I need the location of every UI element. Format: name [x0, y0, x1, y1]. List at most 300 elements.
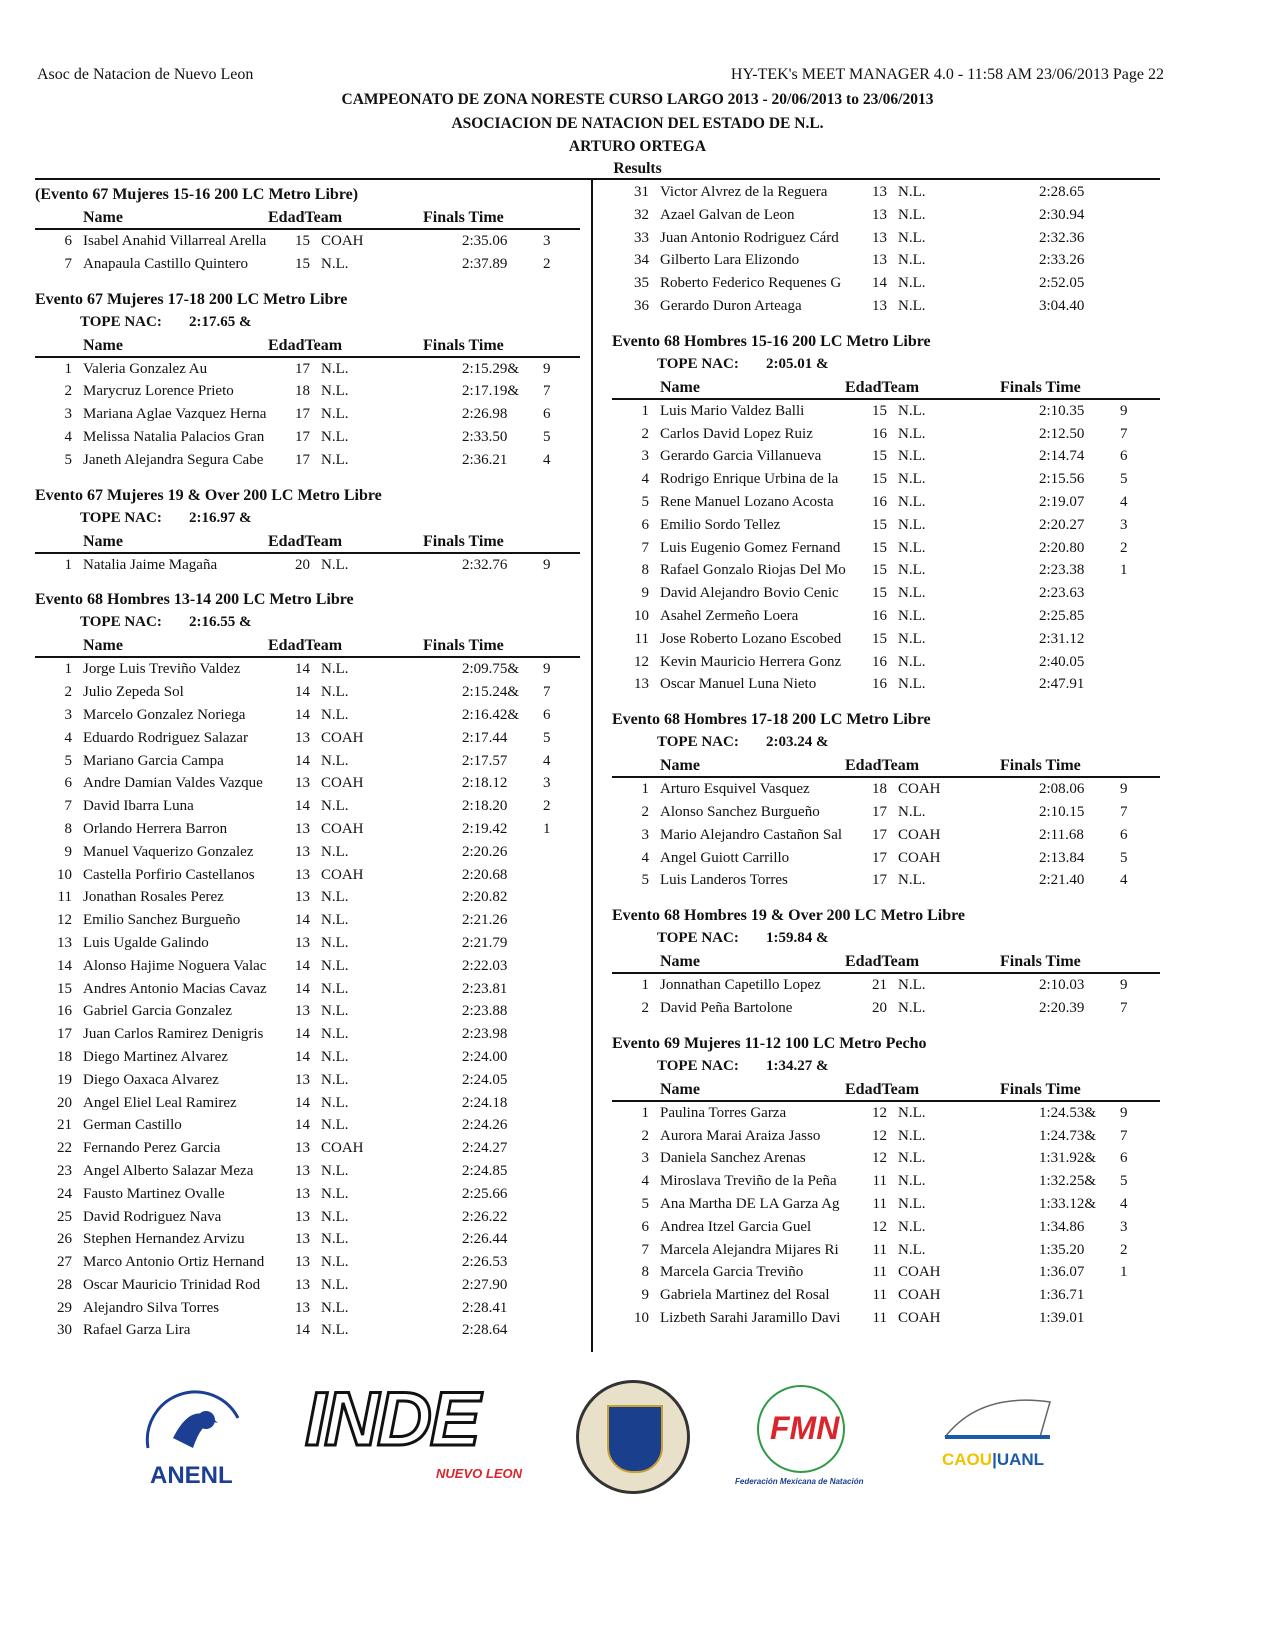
- place: 17: [57, 1026, 72, 1043]
- event-title: Evento 69 Mujeres 11-12 100 LC Metro Pecho: [612, 1034, 927, 1052]
- team: N.L.: [898, 1241, 926, 1258]
- points: 4: [1120, 872, 1128, 889]
- age: 13: [872, 297, 887, 314]
- place: 2: [641, 999, 649, 1016]
- age: 13: [295, 1208, 310, 1225]
- swimmer-name: Castella Porfirio Castellanos: [83, 866, 255, 883]
- age: 17: [872, 803, 887, 820]
- points: 5: [543, 428, 551, 445]
- result-row: [612, 605, 1160, 628]
- place: 13: [57, 934, 72, 951]
- finals-time: 2:15.56: [1039, 471, 1085, 488]
- finals-time: 2:28.65: [1039, 184, 1085, 200]
- result-row: [612, 491, 1160, 514]
- national-record-line: [35, 611, 580, 634]
- result-row: [35, 886, 580, 909]
- age: 15: [872, 562, 887, 579]
- finals-time: 2:19.42: [462, 820, 508, 837]
- team: N.L.: [321, 1231, 349, 1248]
- points: 6: [1120, 448, 1128, 465]
- result-row: [35, 704, 580, 727]
- place: 2: [64, 383, 72, 400]
- age: 17: [872, 872, 887, 889]
- place: 13: [634, 676, 649, 693]
- finals-time: 2:21.79: [462, 934, 508, 951]
- place: 27: [57, 1254, 72, 1271]
- team: N.L.: [321, 798, 349, 815]
- swimmer-name: Marycruz Lorence Prieto: [83, 383, 234, 400]
- team: N.L.: [321, 1276, 349, 1293]
- team: N.L.: [898, 1173, 926, 1190]
- place: 15: [57, 980, 72, 997]
- age: 13: [295, 1276, 310, 1293]
- uanl-seal: [576, 1380, 690, 1494]
- swimmer-name: Juan Carlos Ramirez Denigris: [83, 1026, 264, 1043]
- finals-time: 2:23.63: [1039, 585, 1085, 602]
- team: N.L.: [898, 803, 926, 820]
- place: 2: [641, 803, 649, 820]
- age: 13: [295, 1071, 310, 1088]
- age: 16: [872, 425, 887, 442]
- place: 2: [641, 1127, 649, 1144]
- event-title: Evento 68 Hombres 17-18 200 LC Metro Libre: [612, 711, 931, 729]
- points: 1: [543, 820, 551, 837]
- result-row: [612, 869, 1160, 892]
- result-row: [35, 1000, 580, 1023]
- national-record-line: [35, 507, 580, 530]
- team: N.L.: [898, 676, 926, 693]
- points: 6: [543, 706, 551, 723]
- column-headers: [612, 376, 1160, 400]
- finals-time: 2:21.26: [462, 912, 508, 929]
- team: N.L.: [898, 275, 926, 292]
- swimmer-name: Mariana Aglae Vazquez Herna: [83, 406, 267, 423]
- column-headers: [612, 950, 1160, 974]
- points: 5: [1120, 849, 1128, 866]
- age: 16: [872, 676, 887, 693]
- finals-time: 2:19.07: [1039, 493, 1085, 510]
- result-row: [35, 554, 580, 577]
- team: N.L.: [898, 229, 926, 246]
- age: 13: [295, 1140, 310, 1157]
- points: 3: [1120, 516, 1128, 533]
- swimmer-name: Jose Roberto Lozano Escobed: [660, 630, 842, 647]
- column-headers: [35, 334, 580, 358]
- points: 1: [1120, 562, 1128, 579]
- swimmer-name: Juan Antonio Rodriguez Cárd: [660, 229, 839, 246]
- record-value: 2:16.55 &: [189, 614, 252, 631]
- team: N.L.: [321, 1299, 349, 1316]
- points: 9: [543, 556, 551, 573]
- age: 13: [295, 1003, 310, 1020]
- team: COAH: [321, 820, 364, 837]
- points: 5: [543, 729, 551, 746]
- place: 4: [641, 471, 649, 488]
- finals-time: 2:33.50: [462, 428, 508, 445]
- swimmer-name: Azael Galvan de Leon: [660, 206, 795, 223]
- result-row: [35, 1160, 580, 1183]
- fmn-logo: [735, 1385, 870, 1490]
- place: 7: [64, 798, 72, 815]
- national-record-line: [612, 927, 1160, 950]
- place: 1: [64, 661, 72, 678]
- age: 13: [295, 1254, 310, 1271]
- age: 13: [872, 252, 887, 269]
- place: 31: [634, 184, 649, 200]
- place: 11: [57, 889, 72, 906]
- swimmer-name: Andres Antonio Macias Cavaz: [83, 980, 267, 997]
- swimmer-name: Luis Ugalde Galindo: [83, 934, 209, 951]
- finals-time: 2:25.85: [1039, 607, 1085, 624]
- age: 14: [295, 957, 310, 974]
- finals-time: 2:12.50: [1039, 425, 1085, 442]
- national-record-line: [35, 311, 580, 334]
- age: 13: [295, 866, 310, 883]
- finals-time: 2:10.03: [1039, 977, 1085, 994]
- place: 23: [57, 1162, 72, 1179]
- swimmer-name: Carlos David Lopez Ruiz: [660, 425, 813, 442]
- swimmer-name: Roberto Federico Requenes G: [660, 275, 842, 292]
- anenl-text: ANENL: [150, 1462, 233, 1489]
- result-row: [612, 227, 1160, 250]
- result-row: [612, 651, 1160, 674]
- swimmer-name: Fausto Martinez Ovalle: [83, 1185, 225, 1202]
- swimmer-name: Luis Eugenio Gomez Fernand: [660, 539, 841, 556]
- finals-time: 2:10.35: [1039, 402, 1085, 419]
- place: 36: [634, 297, 649, 314]
- anenl-logo: [128, 1378, 258, 1493]
- result-row: [35, 358, 580, 381]
- swimmer-name: Julio Zepeda Sol: [83, 684, 184, 701]
- age: 14: [295, 798, 310, 815]
- team: N.L.: [898, 516, 926, 533]
- points: 7: [1120, 999, 1128, 1016]
- points: 2: [1120, 539, 1128, 556]
- meet-title: CAMPEONATO DE ZONA NORESTE CURSO LARGO 2013 - 20/06/2013 to 23/06/2013: [341, 91, 934, 108]
- points: 6: [543, 406, 551, 423]
- finals-time: 2:28.64: [462, 1322, 508, 1339]
- place: 10: [634, 1309, 649, 1326]
- result-row: [35, 253, 580, 276]
- points: 3: [543, 775, 551, 792]
- finals-time: 2:24.26: [462, 1117, 508, 1134]
- record-label: TOPE NAC:: [657, 355, 739, 372]
- result-row: [612, 1193, 1160, 1216]
- result-row: [612, 1102, 1160, 1125]
- place: 32: [634, 206, 649, 223]
- result-row: [612, 847, 1160, 870]
- age: 17: [872, 849, 887, 866]
- finals-time: 2:11.68: [1039, 826, 1084, 843]
- team: N.L.: [321, 752, 349, 769]
- result-row: [612, 778, 1160, 801]
- result-row: [612, 974, 1160, 997]
- finals-time: 1:32.25&: [1039, 1173, 1097, 1190]
- age: 15: [295, 233, 310, 249]
- age: 14: [295, 980, 310, 997]
- points: 3: [1120, 1218, 1128, 1235]
- team: COAH: [321, 729, 364, 746]
- result-row: [612, 400, 1160, 423]
- points: 5: [1120, 471, 1128, 488]
- result-row: [35, 1274, 580, 1297]
- finals-time: 2:18.20: [462, 798, 508, 815]
- swimmer-name: Marcela Garcia Treviño: [660, 1264, 804, 1281]
- swimmer-name: David Rodriguez Nava: [83, 1208, 222, 1225]
- age: 21: [872, 977, 887, 994]
- swimmer-name: Rene Manuel Lozano Acosta: [660, 493, 834, 510]
- header-name: Name: [83, 336, 123, 354]
- result-row: [612, 295, 1160, 318]
- finals-time: 2:08.06: [1039, 781, 1085, 798]
- points: 7: [1120, 803, 1128, 820]
- header-name: Name: [660, 1080, 700, 1098]
- finals-time: 2:24.05: [462, 1071, 508, 1088]
- age: 14: [295, 1094, 310, 1111]
- points: 9: [1120, 781, 1128, 798]
- finals-time: 2:15.29&: [462, 360, 520, 377]
- team: N.L.: [898, 585, 926, 602]
- age: 18: [295, 383, 310, 400]
- swimmer-name: Angel Guiott Carrillo: [660, 849, 790, 866]
- team: N.L.: [321, 684, 349, 701]
- team: COAH: [321, 775, 364, 792]
- inde-subtext: NUEVO LEON: [436, 1466, 522, 1481]
- team: N.L.: [898, 607, 926, 624]
- team: N.L.: [321, 1254, 349, 1271]
- finals-time: 2:33.26: [1039, 252, 1085, 269]
- result-row: [35, 1251, 580, 1274]
- place: 3: [641, 826, 649, 843]
- software-info: HY-TEK's MEET MANAGER 4.0 - 11:58 AM 23/06/2013 Page 22: [730, 66, 1164, 83]
- team: N.L.: [321, 661, 349, 678]
- result-row: [35, 658, 580, 681]
- age: 13: [295, 820, 310, 837]
- swimmer-name: German Castillo: [83, 1117, 182, 1134]
- team: N.L.: [898, 1195, 926, 1212]
- swimmer-name: Ana Martha DE LA Garza Ag: [660, 1195, 840, 1212]
- finals-time: 2:20.39: [1039, 999, 1085, 1016]
- swimmer-name: Stephen Hernandez Arvizu: [83, 1231, 245, 1248]
- finals-time: 2:28.41: [462, 1299, 508, 1316]
- place: 33: [634, 229, 649, 246]
- age: 16: [872, 493, 887, 510]
- finals-time: 2:13.84: [1039, 849, 1085, 866]
- result-row: [35, 1228, 580, 1251]
- points: 4: [543, 752, 551, 769]
- swimmer-name: Emilio Sanchez Burgueño: [83, 912, 241, 929]
- age: 17: [295, 451, 310, 468]
- place: 6: [641, 1218, 649, 1235]
- place: 22: [57, 1140, 72, 1157]
- age: 14: [872, 275, 887, 292]
- record-value: 1:34.27 &: [766, 1057, 829, 1074]
- team: N.L.: [321, 1162, 349, 1179]
- header-edad-team: EdadTeam: [268, 209, 343, 226]
- finals-time: 2:31.12: [1039, 630, 1085, 647]
- swimmer-name: Marcela Alejandra Mijares Ri: [660, 1241, 839, 1258]
- team: COAH: [321, 866, 364, 883]
- result-row: [35, 1092, 580, 1115]
- place: 8: [641, 1264, 649, 1281]
- place: 7: [641, 1241, 649, 1258]
- age: 12: [872, 1104, 887, 1121]
- age: 14: [295, 661, 310, 678]
- finals-time: 2:26.44: [462, 1231, 508, 1248]
- team: N.L.: [321, 451, 349, 468]
- place: 6: [641, 516, 649, 533]
- place: 29: [57, 1299, 72, 1316]
- age: 13: [295, 775, 310, 792]
- result-row: [35, 1297, 580, 1320]
- place: 5: [641, 493, 649, 510]
- finals-time: 2:18.12: [462, 775, 508, 792]
- place: 10: [57, 866, 72, 883]
- result-row: [35, 1114, 580, 1137]
- place: 12: [57, 912, 72, 929]
- result-row: [35, 1137, 580, 1160]
- age: 15: [872, 516, 887, 533]
- age: 17: [295, 360, 310, 377]
- age: 13: [872, 229, 887, 246]
- age: 13: [295, 889, 310, 906]
- finals-time: 2:20.80: [1039, 539, 1085, 556]
- column-headers: [35, 634, 580, 658]
- points: 2: [543, 798, 551, 815]
- inde-logo: [305, 1377, 530, 1490]
- record-value: 2:03.24 &: [766, 734, 829, 751]
- place: 7: [641, 539, 649, 556]
- swimmer-name: Andrea Itzel Garcia Guel: [660, 1218, 812, 1235]
- team: N.L.: [898, 206, 926, 223]
- finals-time: 2:23.38: [1039, 562, 1085, 579]
- points: 4: [1120, 1195, 1128, 1212]
- finals-time: 2:26.22: [462, 1208, 508, 1225]
- column-headers: [612, 1078, 1160, 1102]
- finals-time: 2:23.81: [462, 980, 508, 997]
- finals-time: 2:16.42&: [462, 706, 520, 723]
- team: N.L.: [898, 297, 926, 314]
- team: N.L.: [898, 402, 926, 419]
- result-row: [612, 673, 1160, 696]
- result-row: [35, 864, 580, 887]
- swimmer-name: Jorge Luis Treviño Valdez: [83, 661, 241, 678]
- swimmer-name: Oscar Mauricio Trinidad Rod: [83, 1276, 261, 1293]
- finals-time: 1:34.86: [1039, 1218, 1085, 1235]
- place: 3: [641, 1150, 649, 1167]
- swimmer-name: Fernando Perez Garcia: [83, 1140, 221, 1157]
- record-label: TOPE NAC:: [657, 1057, 739, 1074]
- age: 17: [295, 406, 310, 423]
- finals-time: 1:36.07: [1039, 1264, 1085, 1281]
- organization-name: Asoc de Natacion de Nuevo Leon: [37, 66, 254, 83]
- team: N.L.: [321, 934, 349, 951]
- finals-time: 2:47.91: [1039, 676, 1085, 693]
- points: 9: [1120, 1104, 1128, 1121]
- points: 7: [543, 684, 551, 701]
- age: 18: [872, 781, 887, 798]
- age: 14: [295, 912, 310, 929]
- place: 30: [57, 1322, 72, 1339]
- column-headers: [35, 206, 580, 230]
- place: 6: [64, 233, 72, 249]
- finals-time: 1:39.01: [1039, 1309, 1085, 1326]
- swimmer-name: Natalia Jaime Magaña: [83, 556, 218, 573]
- finals-time: 2:32.76: [462, 556, 508, 573]
- header-edad-team: EdadTeam: [845, 378, 920, 396]
- header-name: Name: [83, 637, 123, 655]
- result-row: [35, 426, 580, 449]
- result-row: [612, 1216, 1160, 1239]
- finals-time: 2:14.74: [1039, 448, 1085, 465]
- result-row: [35, 1183, 580, 1206]
- swimmer-name: Arturo Esquivel Vasquez: [660, 781, 810, 798]
- swimmer-name: Luis Landeros Torres: [660, 872, 788, 889]
- place: 9: [641, 585, 649, 602]
- header-edad-team: EdadTeam: [845, 757, 920, 775]
- place: 1: [64, 556, 72, 573]
- team: N.L.: [898, 1218, 926, 1235]
- header-name: Name: [660, 953, 700, 971]
- team: N.L.: [898, 1150, 926, 1167]
- finals-time: 2:20.68: [462, 866, 508, 883]
- swimmer-name: Miroslava Treviño de la Peña: [660, 1173, 837, 1190]
- age: 14: [295, 1026, 310, 1043]
- result-row: [35, 1023, 580, 1046]
- finals-time: 2:36.21: [462, 451, 508, 468]
- header-finals-time: Finals Time: [423, 336, 504, 354]
- finals-time: 2:21.40: [1039, 872, 1085, 889]
- team: N.L.: [898, 425, 926, 442]
- finals-time: 2:17.19&: [462, 383, 520, 400]
- place: 24: [57, 1185, 72, 1202]
- finals-time: 2:24.85: [462, 1162, 508, 1179]
- inde-text: INDE: [305, 1377, 479, 1462]
- swimmer-name: Lizbeth Sarahi Jaramillo Davi: [660, 1309, 841, 1326]
- finals-time: 2:24.18: [462, 1094, 508, 1111]
- swimmer-name: Mario Alejandro Castañon Sal: [660, 826, 843, 843]
- place: 12: [634, 653, 649, 670]
- age: 15: [872, 585, 887, 602]
- finals-time: 1:24.73&: [1039, 1127, 1097, 1144]
- age: 13: [295, 843, 310, 860]
- place: 34: [634, 252, 649, 269]
- swimmer-name: David Ibarra Luna: [83, 798, 194, 815]
- age: 20: [295, 556, 310, 573]
- points: 4: [1120, 493, 1128, 510]
- finals-time: 2:30.94: [1039, 206, 1085, 223]
- swimmer-name: Rafael Garza Lira: [83, 1322, 191, 1339]
- result-row: [612, 468, 1160, 491]
- header-divider: [35, 178, 1160, 180]
- result-row: [612, 1125, 1160, 1148]
- finals-time: 1:24.53&: [1039, 1104, 1097, 1121]
- caou-logo: CAOU|UANL: [940, 1392, 1065, 1477]
- caou-building-icon: [940, 1392, 1065, 1447]
- record-label: TOPE NAC:: [80, 614, 162, 631]
- place: 4: [64, 428, 72, 445]
- header-edad-team: EdadTeam: [845, 1080, 920, 1098]
- swimmer-name: Aurora Marai Araiza Jasso: [660, 1127, 821, 1144]
- record-label: TOPE NAC:: [657, 930, 739, 947]
- team: COAH: [898, 1264, 941, 1281]
- header-finals-time: Finals Time: [423, 532, 504, 550]
- swimmer-name: Luis Mario Valdez Balli: [660, 402, 805, 419]
- team: N.L.: [898, 872, 926, 889]
- place: 8: [64, 820, 72, 837]
- finals-time: 1:33.12&: [1039, 1195, 1097, 1212]
- swimmer-name: Gabriel Garcia Gonzalez: [83, 1003, 233, 1020]
